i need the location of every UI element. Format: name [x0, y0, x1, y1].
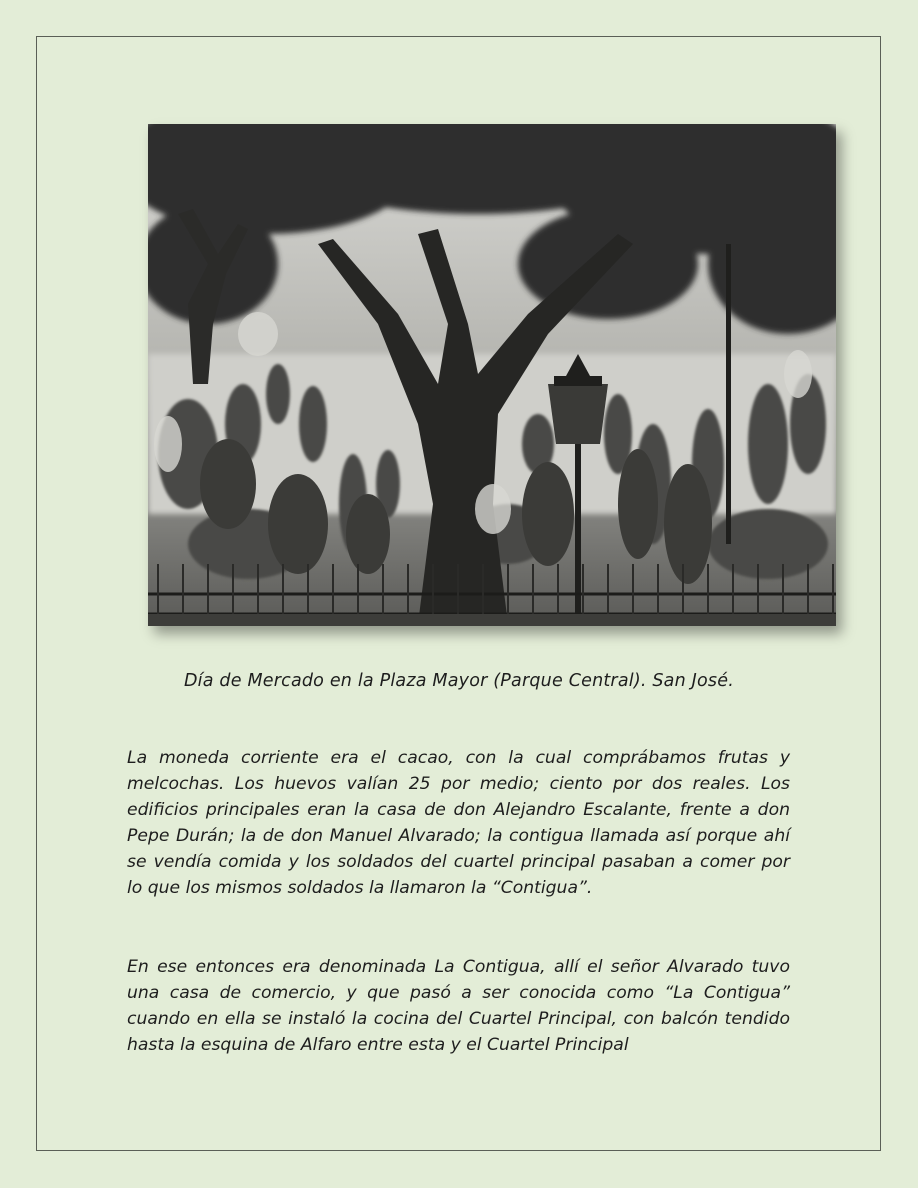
market-photo-illustration — [148, 124, 836, 626]
body-paragraph-2: En ese entonces era denominada La Contigua, allí el señor Alvarado tuvo una casa de comercio, y que pasó a ser conocida como “La Contigua” cuando en ella se instaló la cocina del Cuartel Principal, con balcón tendido hasta la esquina de Alfaro entre esta y el Cuartel Principal — [127, 957, 790, 1055]
market-photo — [148, 124, 836, 626]
body-paragraph-1: La moneda corriente era el cacao, con la cual comprábamos frutas y melcochas. Los huevos valían 25 por medio; ciento por dos reales. Los edificios principales eran la casa de don Alejandro Escalante, frente a don Pepe Durán; la de don Manuel Alvarado; la contigua llamada así porque ahí se vendía comida y los soldados del cuartel principal pasaban a comer por lo que los mismos soldados la llamaron la “Contigua”. — [127, 748, 790, 898]
photo-caption: Día de Mercado en la Plaza Mayor (Parque Central). San José. — [184, 671, 734, 691]
